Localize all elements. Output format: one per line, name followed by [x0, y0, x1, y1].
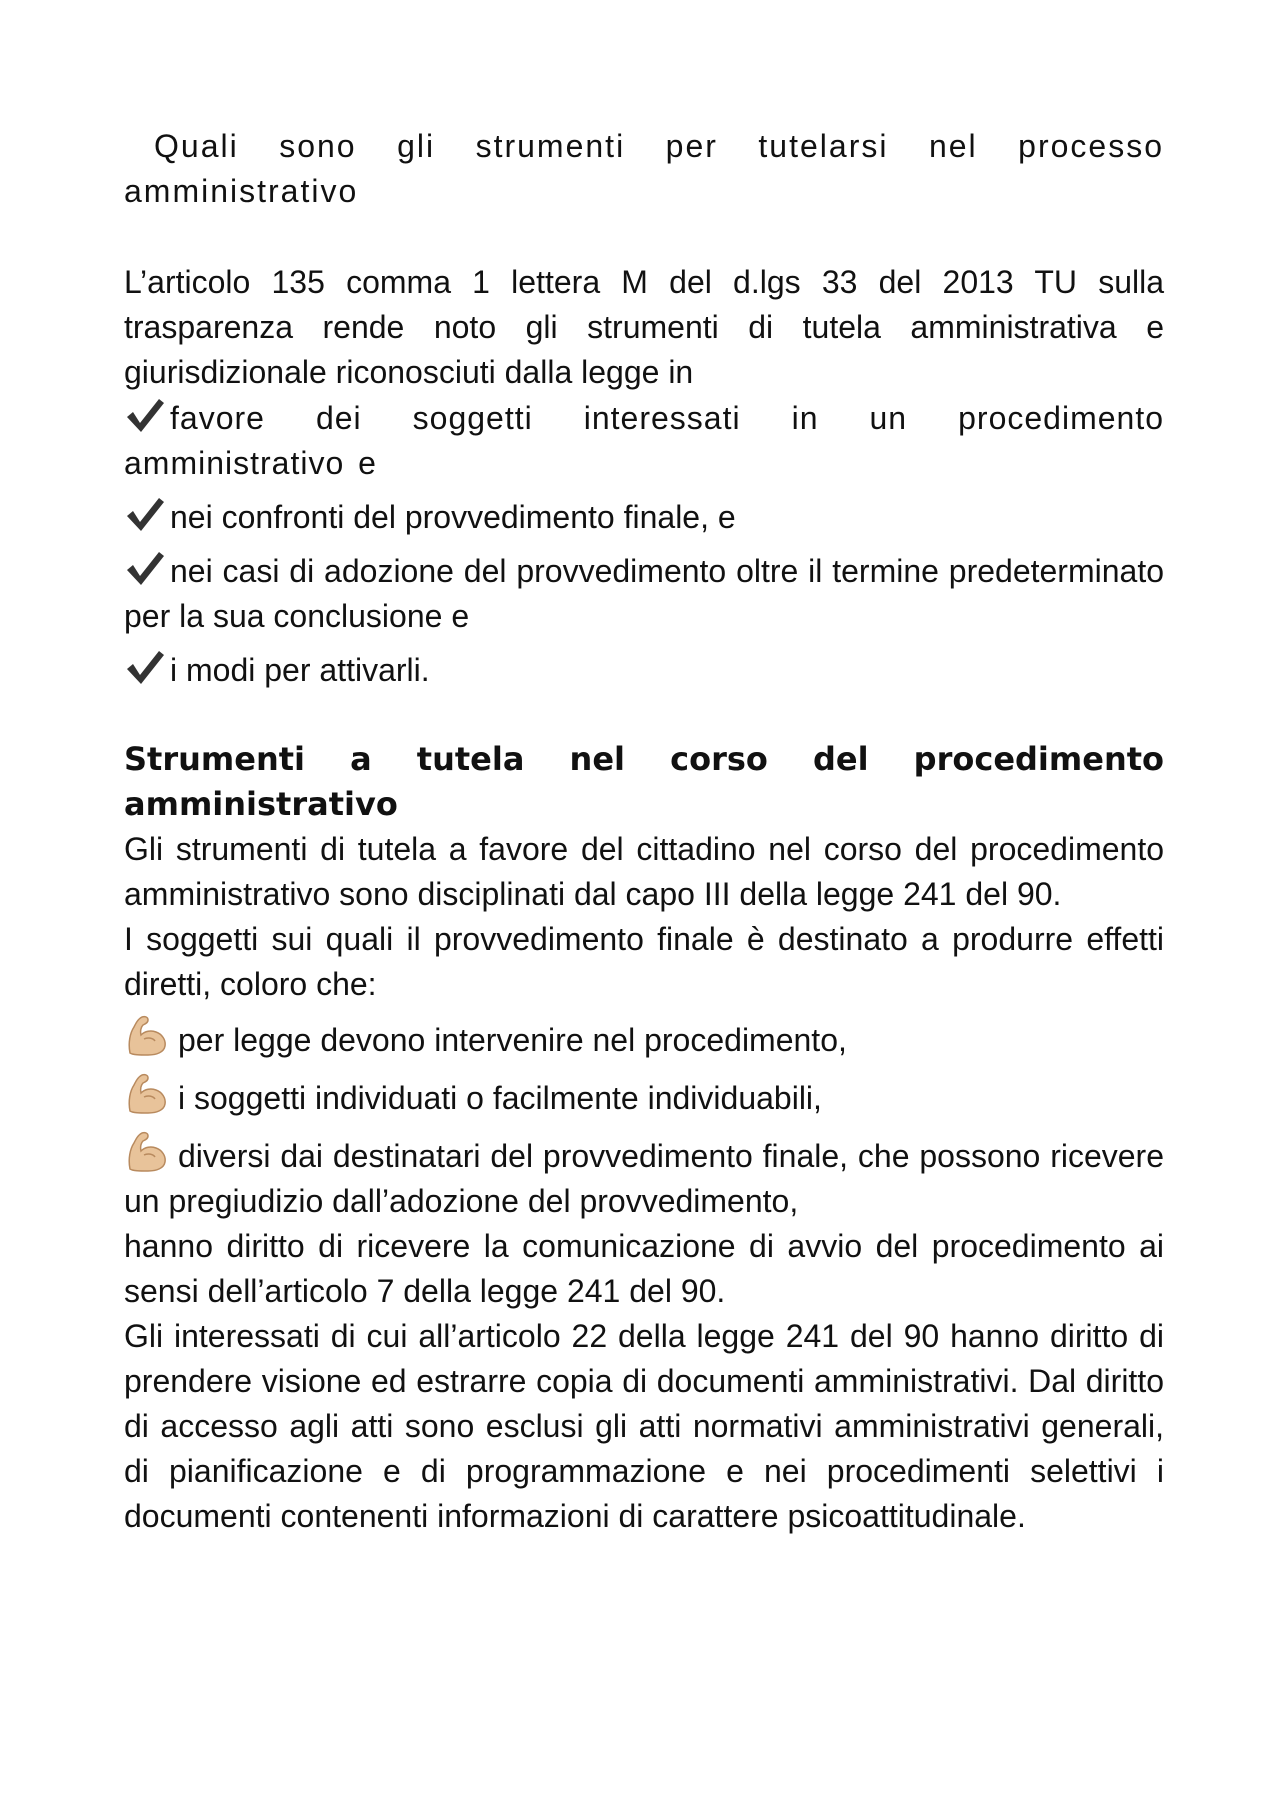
check-mark-icon	[124, 395, 166, 435]
section-heading: Strumenti a tutela nel corso del procedimento amministrativo	[124, 740, 1164, 823]
check-item-4	[124, 647, 1164, 693]
arm-item-1	[124, 1013, 1164, 1063]
check-item-1	[124, 395, 1164, 486]
flexed-biceps-icon	[124, 1071, 170, 1115]
document-title: Quali sono gli strumenti per tutelarsi nel processo amministrativo	[124, 128, 1164, 209]
spacer	[124, 214, 1164, 260]
arm-item-text: i soggetti individuati o facilmente individuabili,	[178, 1080, 822, 1116]
arm-item-text: diversi dai destinatari del provvedimento finale, che possono ricevere un pregiudizio dall’adozione del provvedimento,	[124, 1138, 1164, 1219]
arm-item-3	[124, 1129, 1164, 1224]
paragraph-soggetti: I soggetti sui quali il provvedimento finale è destinato a produrre effetti diretti, coloro che:	[124, 921, 1164, 1002]
document-page	[124, 124, 1164, 1539]
check-item-2	[124, 494, 1164, 540]
check-item-text: i modi per attivarli.	[170, 652, 430, 688]
spacer	[124, 693, 1164, 737]
check-item-3	[124, 548, 1164, 639]
check-mark-icon	[124, 548, 166, 588]
check-item-text: nei confronti del provvedimento finale, e	[170, 499, 736, 535]
flexed-biceps-icon	[124, 1013, 170, 1057]
arm-item-2	[124, 1071, 1164, 1121]
paragraph-capo-iii: Gli strumenti di tutela a favore del cittadino nel corso del procedimento amministrativo sono disciplinati dal capo III della legge 241 del 90.	[124, 831, 1164, 912]
arm-item-text: per legge devono intervenire nel procedimento,	[178, 1022, 847, 1058]
check-mark-icon	[124, 647, 166, 687]
check-item-text: nei casi di adozione del provvedimento oltre il termine predeterminato per la sua conclusione e	[124, 553, 1164, 634]
intro-paragraph: L’articolo 135 comma 1 lettera M del d.lgs 33 del 2013 TU sulla trasparenza rende noto gli strumenti di tutela amministrativa e giurisdizionale riconosciuti dalla legge in	[124, 264, 1164, 390]
check-mark-icon	[124, 494, 166, 534]
paragraph-accesso: Gli interessati di cui all’articolo 22 della legge 241 del 90 hanno diritto di prendere visione ed estrarre copia di documenti amministrativi. Dal diritto di accesso agli atti sono esclusi gli atti normativi amministrativi generali, di pianificazione e di programmazione e nei procedimenti selettivi i documenti contenenti informazioni di carattere psicoattitudinale.	[124, 1318, 1164, 1534]
paragraph-comunicazione: hanno diritto di ricevere la comunicazione di avvio del procedimento ai sensi dell’articolo 7 della legge 241 del 90.	[124, 1228, 1164, 1309]
check-item-text: favore dei soggetti interessati in un procedimento amministrativo e	[124, 400, 1164, 481]
flexed-biceps-icon	[124, 1129, 170, 1173]
